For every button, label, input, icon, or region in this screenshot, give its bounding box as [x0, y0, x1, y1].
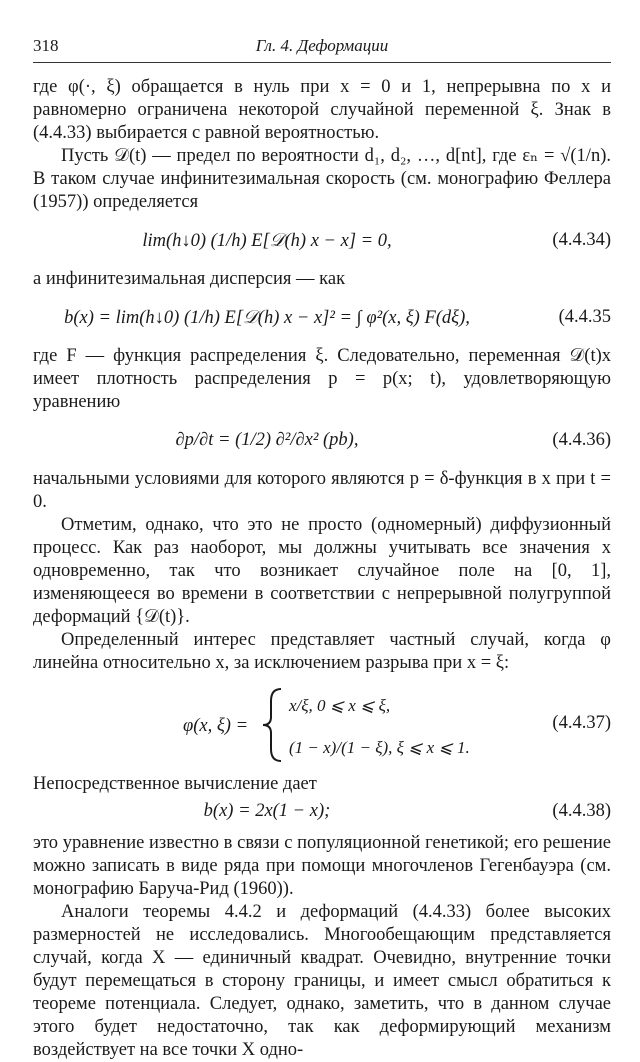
left-brace: [263, 689, 281, 761]
paragraph-6: Отметим, однако, что это не просто (одномерный) диффузионный процесс. Как раз наоборот, мы должны учитывать все значения x одновременно, так что возникает случайное поле на [0, 1], изменяющееся во времени в соответствии с непрерывной полугруппой деформаций {𝒟(t)}.: [33, 515, 611, 627]
equation-number: (4.4.36): [552, 430, 611, 450]
equation-4-4-38: [33, 798, 611, 828]
equation-case-1: x/ξ, 0 ⩽ x ⩽ ξ,: [289, 696, 391, 715]
equation-number: (4.4.35: [558, 307, 611, 327]
paragraph-7: Определенный интерес представляет частный случай, когда φ линейна относительно x, за исключением разрыва при x = ξ:: [33, 630, 611, 673]
paragraph-9: это уравнение известно в связи с популяционной генетикой; его решение можно записать в виде ряда при помощи многочленов Гегенбауэра (см. монографию Баруча-Рид (1960)).: [33, 833, 611, 899]
page-number: 318: [33, 36, 59, 55]
equation-body: ∂p/∂t = (1/2) ∂²/∂x² (pb),: [175, 430, 359, 450]
equation-body: b(x) = lim(h↓0) (1/h) E[𝒟(h) x − x]² = ∫ φ²(x, ξ) F(dξ),: [64, 308, 470, 328]
page-body: [33, 76, 611, 1062]
equation-number: (4.4.34): [552, 230, 611, 250]
piecewise-equation: [33, 681, 501, 769]
paragraph-3: а инфинитезимальная дисперсия — как: [33, 269, 346, 289]
equation-4-4-36: [33, 420, 611, 464]
paragraph-1: где φ(·, ξ) обращается в нуль при x = 0 и 1, непрерывна по x и равномерно ограничена некоторой случайной переменной ξ. Знак в (4.4.33) выбирается с равной вероятностью.: [33, 77, 611, 143]
paragraph-4: где F — функция распределения ξ. Следовательно, переменная 𝒟(t)x имеет плотность распределения p = p(x; t), удовлетворяющую уравнению: [33, 346, 611, 412]
equation-body: b(x) = 2x(1 − x);: [203, 801, 331, 821]
equation-number: (4.4.37): [552, 713, 611, 733]
equation-lhs: φ(x, ξ) =: [183, 716, 249, 736]
header-rule: [33, 62, 611, 63]
paragraph-2: Пусть 𝒟(t) — предел по вероятности d₁, d₂, …, d[nt], где εₙ = √(1/n). В таком случае инфинитезимальная скорость (см. монографию Феллера (1957)) определяется: [33, 146, 611, 212]
paragraph-5: начальными условиями для которого являются p = δ-функция в x при t = 0.: [33, 469, 611, 512]
equation-4-4-34: [33, 220, 611, 264]
equation-case-2: (1 − x)/(1 − ξ), ξ ⩽ x ⩽ 1.: [289, 738, 470, 757]
equation-body: lim(h↓0) (1/h) E[𝒟(h) x − x] = 0,: [142, 231, 392, 251]
running-head: Гл. 4. Деформации: [255, 36, 389, 55]
paragraph-10: Аналоги теоремы 4.4.2 и деформаций (4.4.33) более высоких размерностей не исследовались. Многообещающим представляется случай, когда X — единичный квадрат. Очевидно, внутренние точки будут перемещаться в сторону границы, и имеет смысл обратиться к теореме потенциала. Следует, однако, заметить, что в данном случае этого будет недостаточно, так как деформирующий механизм воздействует на все точки X одно-: [33, 902, 611, 1060]
paragraph-8: Непосредственное вычисление дает: [33, 774, 317, 794]
equation-4-4-37: [33, 681, 611, 769]
page-header: [33, 36, 611, 58]
equation-number: (4.4.38): [552, 801, 611, 821]
equation-4-4-35: [33, 297, 611, 341]
